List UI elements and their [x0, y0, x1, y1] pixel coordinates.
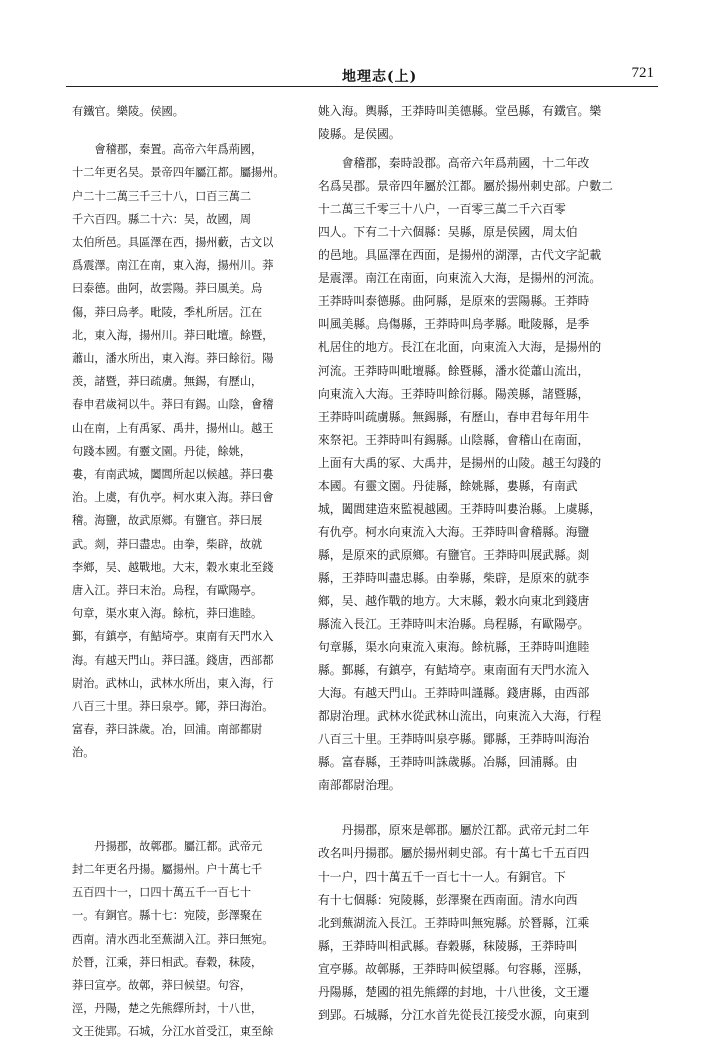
- text-line: 尉治。武林山，武林水所出，東入海，行: [72, 676, 274, 690]
- text-line: 句踐本國。有靈文園。丹徒，餘姚，: [72, 444, 252, 458]
- text-line: 河流。王莽時叫毗壇縣。餘暨縣，潘水從蕭山流出，: [318, 363, 590, 378]
- text-line: 到郢。石城縣，分江水首先從長江接受水源，向東到: [318, 1007, 590, 1022]
- text-line: 涇，丹陽，楚之先熊繹所封，十八世，: [72, 1002, 263, 1016]
- text-line: 向東流入大海。王莽時叫餘衍縣。陽羡縣，諸暨縣，: [318, 386, 590, 401]
- text-line: 户二十二萬三千三十八，口百三萬二: [72, 189, 252, 203]
- text-line: 南部都尉治理。: [318, 778, 401, 793]
- left-column-original-text: [72, 100, 310, 1044]
- left-block-kuaiji: [72, 138, 310, 764]
- text-line: 札居住的地方。長江在北面，向東流入大海，是揚州的: [318, 340, 602, 355]
- text-line: 縣流入長江。王莽時叫末治縣。烏程縣，有歐陽亭。: [318, 617, 590, 632]
- text-line: 姚入海。輿縣，王莽時叫美德縣。堂邑縣，有鐵官。樂: [318, 104, 602, 118]
- text-line: 有鐵官。樂陵。侯國。: [72, 105, 184, 118]
- text-line: 縣，是原來的武原鄉。有鹽官。王莽時叫展武縣。剡: [318, 547, 590, 562]
- text-line: 稽。海鹽，故武原鄉。有鹽官。莽曰展: [72, 514, 263, 528]
- text-line: 蕭山，潘水所出，東入海。莽曰餘衍。陽: [72, 352, 274, 366]
- text-line: 傷，莽曰烏孝。毗陵，季札所居。江在: [72, 305, 263, 319]
- text-line: 有十七個縣：宛陵縣，彭澤聚在西南面。清水向西: [318, 892, 578, 907]
- text-line: 一。有銅官。縣十七：宛陵，彭澤聚在: [72, 909, 263, 923]
- text-line: 王莽時叫疏虜縣。無錫縣，有歷山，春申君每年用牛: [318, 409, 590, 424]
- text-line: 句章，渠水東入海。餘杭，莽曰進睦。: [72, 607, 263, 621]
- text-line: 十二年更名吴。景帝四年屬江都。屬揚州。: [72, 166, 285, 180]
- text-line: 北到蕪湖流入長江。王莽時叫無宛縣。於朁縣，江乘: [318, 915, 590, 930]
- text-line: 西南。清水西北至蕪湖入江。莽曰無宛。: [72, 932, 274, 946]
- text-line: 八百三十里。莽曰泉亭。鄮，莽曰海治。: [72, 700, 274, 714]
- text-line: 曰泰德。曲阿，故雲陽。莽曰風美。烏: [72, 282, 263, 296]
- text-line: 治。上虞，有仇亭。柯水東入海。莽曰會: [72, 491, 274, 505]
- text-line: 武。剡，莽曰盡忠。由拳，柴辟，故就: [72, 537, 263, 551]
- right-block-kuaiji: [318, 152, 656, 797]
- text-line: 是震澤。南江在南面，向東流入大海，是揚州的河流。: [318, 271, 602, 286]
- text-line: 十一户，四十萬五千一百七十一人。有銅官。下: [318, 869, 566, 884]
- running-header-title: 地理志(上): [342, 69, 418, 85]
- text-line: 鄞，有鎮亭，有鮚埼亭。東南有天門水入: [72, 630, 274, 644]
- right-column-translation: [318, 100, 656, 1027]
- text-line: 來祭祀。王莽時叫有錫縣。山陰縣，會稽山在南面，: [318, 432, 590, 447]
- text-line: 千六百四。縣二十六：吴，故國，周: [72, 212, 252, 226]
- text-line: 八百三十里。王莽時叫泉亭縣。鄮縣，王莽時叫海治: [318, 732, 590, 747]
- text-line: 叫風美縣。烏傷縣，王莽時叫烏孝縣。毗陵縣，是季: [318, 317, 590, 332]
- text-line: 李鄉，吴、越戰地。大末，穀水東北至錢: [72, 560, 274, 574]
- text-line: 治。: [72, 746, 95, 760]
- text-line: 大海。有越天門山。王莽時叫謹縣。錢唐縣，由西部: [318, 686, 590, 701]
- right-block-danyang: [318, 819, 656, 1026]
- text-line: 海。有越天門山。莽曰謹。錢唐，西部都: [72, 653, 274, 667]
- text-line: 都尉治理。武林水從武林山流出，向東流入大海，行程: [318, 709, 602, 724]
- text-line: 四人。下有二十六個縣：吴縣，原是侯國，周太伯: [318, 225, 578, 240]
- text-line: 五百四十一，口四十萬五千一百七十: [72, 886, 252, 900]
- text-line: 山在南，上有禹冢、禹井，揚州山。越王: [72, 421, 274, 435]
- text-line: 丹揚郡，故鄣郡。屬江都。武帝元: [72, 839, 263, 853]
- text-line: 爲震澤。南江在南，東入海，揚州川。莽: [72, 259, 274, 273]
- text-line: 改名叫丹揚郡。屬於揚州刺史部。有十萬七千五百四: [318, 846, 590, 861]
- left-block-danyang: [72, 835, 310, 1044]
- text-line: 丹陽縣，楚國的祖先熊繹的封地，十八世後，文王遷: [318, 984, 590, 999]
- page-number: 721: [631, 65, 654, 81]
- text-line: 封二年更名丹揚。屬揚州。户十萬七千: [72, 862, 263, 876]
- text-line: 句章縣，渠水向東流入東海。餘杭縣，王莽時叫進睦: [318, 640, 590, 655]
- text-line: 鄉，吴、越作戰的地方。大末縣，穀水向東北到錢唐: [318, 593, 590, 608]
- left-block-1: [72, 100, 310, 123]
- text-line: 文王徙郢。石城，分江水首受江，東至餘: [72, 1025, 274, 1039]
- text-line: 丹揚郡，原來是鄣郡。屬於江都。武帝元封二年: [318, 823, 590, 838]
- running-header: [66, 56, 658, 86]
- text-line: 縣。富春縣，王莽時叫誅歲縣。冶縣，回浦縣。由: [318, 755, 578, 770]
- text-line: 羡，諸暨，莽曰疏虜。無錫，有歷山，: [72, 375, 263, 389]
- text-line: 春申君歲祠以牛。莽曰有錫。山陰，會稽: [72, 398, 274, 412]
- right-block-1: [318, 100, 656, 146]
- text-line: 有仇亭。柯水向東流入大海。王莽時叫會稽縣。海鹽: [318, 524, 590, 539]
- text-line: 縣，王莽時叫盡忠縣。由拳縣，柴辟，是原來的就李: [318, 570, 590, 585]
- text-line: 名爲吴郡。景帝四年屬於江都。屬於揚州刺史部。户數二: [318, 179, 613, 194]
- text-line: 本國。有靈文園。丹徒縣，餘姚縣，婁縣，有南武: [318, 478, 578, 493]
- text-line: 唐入江。莽曰末治。烏程，有歐陽亭。: [72, 584, 263, 598]
- text-line: 十二萬三千零三十八户，一百零三萬二千六百零: [318, 202, 566, 217]
- text-line: 宣亭縣。故鄣縣，王莽時叫候望縣。句容縣，涇縣，: [318, 961, 590, 976]
- text-line: 的邑地。具區澤在西面，是揚州的湖澤，古代文字記載: [318, 248, 602, 263]
- text-line: 縣。鄞縣，有鎮亭，有鮚埼亭。東南面有天門水流入: [318, 663, 590, 678]
- text-line: 上面有大禹的冢、大禹井，是揚州的山陵。越王勾踐的: [318, 455, 602, 470]
- text-line: 莽曰宣亭。故鄣，莽曰候望。句容，: [72, 978, 252, 992]
- text-line: 北，東入海，揚州川。莽曰毗壇。餘暨，: [72, 328, 274, 342]
- text-line: 縣，王莽時叫相武縣。春穀縣，秣陵縣，王莽時叫: [318, 938, 578, 953]
- text-line: 會稽郡，秦置。高帝六年爲荊國，: [72, 143, 263, 157]
- text-line: 富春，莽曰誅歲。冶，回浦。南部都尉: [72, 723, 263, 737]
- text-line: 王莽時叫泰德縣。曲阿縣，是原來的雲陽縣。王莽時: [318, 294, 590, 309]
- text-line: 婁，有南武城，闔閭所起以候越。莽曰婁: [72, 468, 274, 482]
- header-rule: [66, 86, 658, 87]
- text-line: 會稽郡，秦時設郡。高帝六年爲荊國，十二年改: [318, 156, 590, 171]
- text-line: 於朁，江乘，莽曰相武。春穀，秣陵，: [72, 955, 263, 969]
- text-line: 太伯所邑。具區澤在西，揚州藪，古文以: [72, 236, 274, 250]
- text-line: 陵縣。是侯國。: [318, 127, 401, 142]
- text-line: 城，闔閭建造來監視越國。王莽時叫婁治縣。上虞縣，: [318, 501, 602, 516]
